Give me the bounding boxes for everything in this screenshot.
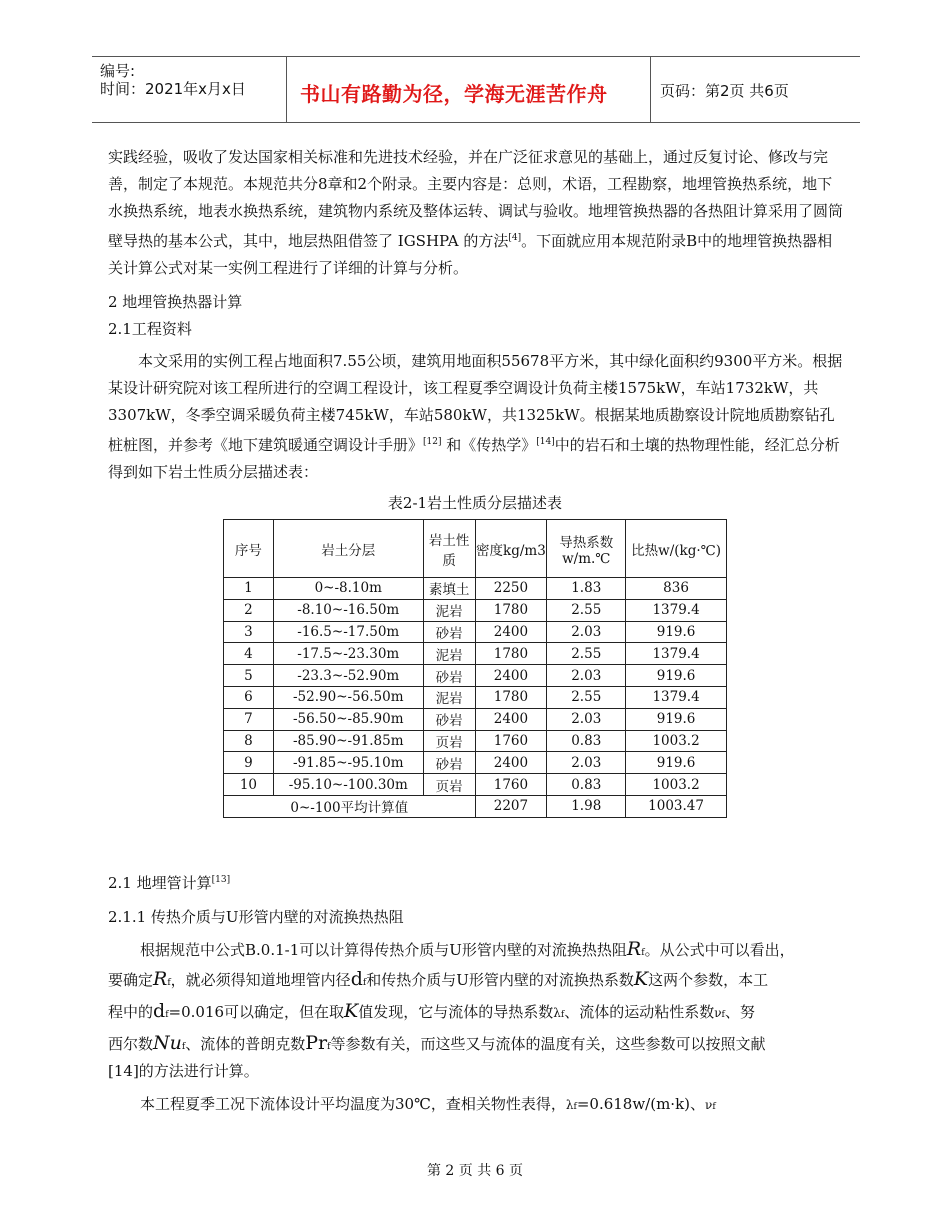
section-2-1-1-title: 2.1.1 传热介质与U形管内壁的对流换热热阻: [108, 908, 404, 926]
cell-layer: -17.5~-23.30m: [273, 643, 423, 665]
cell-density: 2400: [475, 665, 547, 687]
cell-conductivity: 0.83: [547, 774, 626, 796]
cell-index: 4: [224, 643, 274, 665]
table-row: [224, 643, 727, 665]
header-bottom-rule: [92, 122, 860, 123]
cell-layer: -91.85~-95.10m: [273, 752, 423, 774]
cell-density: 1760: [475, 774, 547, 796]
cell-layer: -23.3~-52.90m: [273, 665, 423, 687]
avg-density: 2207: [475, 795, 547, 817]
cell-density: 2400: [475, 621, 547, 643]
formula-line-4: 西尔数Nuf、流体的普朗克数Prf等参数有关，而这些又与流体的温度有关，这些参数可以按照文献: [108, 1032, 766, 1054]
cell-layer: -16.5~-17.50m: [273, 621, 423, 643]
intro-ref: [4]: [508, 233, 522, 243]
th-conductivity: 导热系数w/m.℃: [547, 520, 626, 578]
cell-density: 1780: [475, 599, 547, 621]
avg-label: 0~-100平均计算值: [224, 795, 476, 817]
cell-density: 2250: [475, 578, 547, 600]
th-layer: 岩土分层: [273, 520, 423, 578]
soil-layer-table: [223, 519, 727, 818]
cell-index: 2: [224, 599, 274, 621]
cell-property: 砂岩: [423, 752, 475, 774]
cell-index: 3: [224, 621, 274, 643]
cell-property: 泥岩: [423, 643, 475, 665]
cell-property: 页岩: [423, 774, 475, 796]
cell-index: 5: [224, 665, 274, 687]
cell-property: 砂岩: [423, 665, 475, 687]
avg-specific-heat: 1003.47: [626, 795, 727, 817]
header-top-rule: [92, 56, 860, 57]
cell-conductivity: 2.03: [547, 621, 626, 643]
summer-paragraph: 本工程夏季工况下流体设计平均温度为30℃，查相关物性表得，λf=0.618w/(m·k)、νf: [140, 1095, 716, 1113]
cell-property: 素填土: [423, 578, 475, 600]
cell-layer: -8.10~-16.50m: [273, 599, 423, 621]
cell-specific-heat: 919.6: [626, 665, 727, 687]
cell-specific-heat: 836: [626, 578, 727, 600]
cell-density: 1780: [475, 643, 547, 665]
cell-density: 2400: [475, 708, 547, 730]
header-page-label: 页码：第2页 共6页: [660, 82, 789, 100]
cell-property: 砂岩: [423, 708, 475, 730]
section-2-1-title: 2.1工程资料: [108, 320, 192, 338]
cell-conductivity: 0.83: [547, 730, 626, 752]
table-row: [224, 599, 727, 621]
cell-conductivity: 2.55: [547, 643, 626, 665]
cell-specific-heat: 1379.4: [626, 643, 727, 665]
project-ref-12: [12]: [423, 437, 442, 447]
cell-layer: -85.90~-91.85m: [273, 730, 423, 752]
cell-index: 6: [224, 686, 274, 708]
cell-layer: 0~-8.10m: [273, 578, 423, 600]
cell-conductivity: 2.55: [547, 599, 626, 621]
formula-line-5: [14]的方法进行计算。: [108, 1062, 259, 1080]
cell-specific-heat: 1379.4: [626, 599, 727, 621]
th-index: 序号: [224, 520, 274, 578]
cell-density: 1760: [475, 730, 547, 752]
cell-index: 9: [224, 752, 274, 774]
formula-line-3: 程中的df=0.016可以确定，但在取K值发现，它与流体的导热系数λf、流体的运动粘性系数νf、努: [108, 1000, 755, 1022]
cell-index: 7: [224, 708, 274, 730]
table-row: [224, 708, 727, 730]
cell-index: 10: [224, 774, 274, 796]
header-time-label: 时间：2021年x月x日: [100, 80, 246, 98]
cell-specific-heat: 1003.2: [626, 774, 727, 796]
table-row: [224, 730, 727, 752]
cell-layer: -52.90~-56.50m: [273, 686, 423, 708]
table-row: [224, 686, 727, 708]
th-property: 岩土性质: [423, 520, 475, 578]
th-specific-heat: 比热w/(kg·℃): [626, 520, 727, 578]
header-divider-left: [286, 56, 287, 122]
project-paragraph: 本文采用的实例工程占地面积7.55公顷，建筑用地面积55678平方米，其中绿化面积约9300平方米。根据某设计研究院对该工程所进行的空调工程设计，该工程夏季空调设计负荷主楼1575kW，车站1732kW，共3307kW，冬季空调采暖负荷主楼745kW，车站580kW，共1325kW。根据某地质勘察设计院地质勘察钻孔桩桩图，并参考《地下建筑暖通空调设计手册》[12] 和《传热学》[14]中的岩石和土壤的热物理性能，经汇总分析得到如下岩土性质分层描述表：: [108, 352, 843, 481]
cell-index: 1: [224, 578, 274, 600]
cell-property: 泥岩: [423, 599, 475, 621]
cell-specific-heat: 1003.2: [626, 730, 727, 752]
cell-property: 页岩: [423, 730, 475, 752]
section-2-1-pipe-title: 2.1 地埋管计算[13]: [108, 874, 231, 892]
table-header-row: [224, 520, 727, 578]
page-footer: 第 2 页 共 6 页: [426, 1163, 524, 1179]
section-2-title: 2 地埋管换热器计算: [108, 293, 243, 311]
table-avg-row: [224, 795, 727, 817]
table-row: [224, 578, 727, 600]
cell-specific-heat: 919.6: [626, 708, 727, 730]
header-motto: 书山有路勤为径，学海无涯苦作舟: [300, 82, 608, 106]
project-ref-14: [14]: [536, 437, 555, 447]
cell-specific-heat: 919.6: [626, 621, 727, 643]
avg-conductivity: 1.98: [547, 795, 626, 817]
cell-density: 2400: [475, 752, 547, 774]
cell-property: 泥岩: [423, 686, 475, 708]
cell-conductivity: 2.55: [547, 686, 626, 708]
cell-conductivity: 1.83: [547, 578, 626, 600]
cell-specific-heat: 919.6: [626, 752, 727, 774]
cell-property: 砂岩: [423, 621, 475, 643]
th-density: 密度kg/m3: [475, 520, 547, 578]
cell-specific-heat: 1379.4: [626, 686, 727, 708]
cell-conductivity: 2.03: [547, 708, 626, 730]
header-id-label: 编号:: [100, 62, 136, 80]
cell-index: 8: [224, 730, 274, 752]
formula-line-2: 要确定Rf，就必须得知道地埋管内径df和传热介质与U形管内壁的对流换热系数K这两个参数，本工: [108, 968, 769, 990]
header-divider-right: [650, 56, 651, 122]
formula-line-1: 根据规范中公式B.0.1-1可以计算得传热介质与U形管内壁的对流换热热阻Rf。从公式中可以看出，: [140, 938, 795, 960]
table-row: [224, 752, 727, 774]
cell-layer: -95.10~-100.30m: [273, 774, 423, 796]
cell-conductivity: 2.03: [547, 752, 626, 774]
cell-density: 1780: [475, 686, 547, 708]
intro-paragraph: 实践经验，吸收了发达国家相关标准和先进技术经验，并在广泛征求意见的基础上，通过反复讨论、修改与完善，制定了本规范。本规范共分8章和2个附录。主要内容是：总则，术语，工程勘察，地埋管换热系统，地下水换热系统，地表水换热系统，建筑物内系统及整体运转、调试与验收。地埋管换热器的各热阻计算采用了圆筒壁导热的基本公式，其中，地层热阻借签了 IGSHPA 的方法[4]。下面就应用本规范附录B中的地埋管换热器相关计算公式对某一实例工程进行了详细的计算与分析。: [108, 148, 844, 277]
table-row: [224, 774, 727, 796]
table-row: [224, 665, 727, 687]
cell-layer: -56.50~-85.90m: [273, 708, 423, 730]
cell-conductivity: 2.03: [547, 665, 626, 687]
table-caption: 表2-1岩土性质分层描述表: [387, 494, 563, 512]
table-row: [224, 621, 727, 643]
